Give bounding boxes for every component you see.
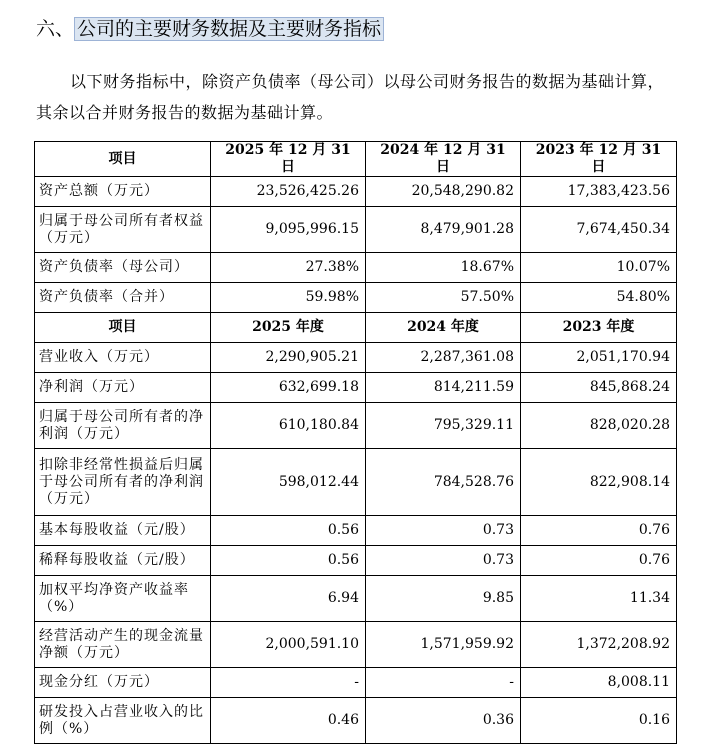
table-row xyxy=(35,283,677,313)
cell-value: 2,000,591.10 xyxy=(211,622,366,668)
row-label: 经营活动产生的现金流量净额（万元） xyxy=(35,622,211,668)
cell-value: 10.07% xyxy=(521,253,677,283)
column-header: 2025 年度 xyxy=(211,313,366,343)
cell-value: 17,383,423.56 xyxy=(521,177,677,207)
row-label: 营业收入（万元） xyxy=(35,343,211,373)
cell-value: 598,012.44 xyxy=(211,449,366,516)
cell-value: 0.16 xyxy=(521,698,677,744)
table-row xyxy=(35,177,677,207)
cell-value: 6.94 xyxy=(211,576,366,622)
cell-value: 0.36 xyxy=(366,698,521,744)
row-label: 归属于母公司所有者权益（万元） xyxy=(35,207,211,253)
row-label: 资产负债率（合并） xyxy=(35,283,211,313)
cell-value: 7,674,450.34 xyxy=(521,207,677,253)
column-header: 2023 年 12 月 31 日 xyxy=(521,142,677,177)
table-row xyxy=(35,546,677,576)
cell-value: 23,526,425.26 xyxy=(211,177,366,207)
cell-value: 2,051,170.94 xyxy=(521,343,677,373)
cell-value: 2,290,905.21 xyxy=(211,343,366,373)
cell-value: 0.56 xyxy=(211,546,366,576)
cell-value: - xyxy=(211,668,366,698)
column-header: 2024 年度 xyxy=(366,313,521,343)
cell-value: 59.98% xyxy=(211,283,366,313)
cell-value: 54.80% xyxy=(521,283,677,313)
cell-value: 57.50% xyxy=(366,283,521,313)
column-header: 2025 年 12 月 31 日 xyxy=(211,142,366,177)
cell-value: 1,571,959.92 xyxy=(366,622,521,668)
row-label: 净利润（万元） xyxy=(35,373,211,403)
cell-value: 0.76 xyxy=(521,546,677,576)
cell-value: 27.38% xyxy=(211,253,366,283)
cell-value: 9.85 xyxy=(366,576,521,622)
cell-value: 814,211.59 xyxy=(366,373,521,403)
cell-value: 784,528.76 xyxy=(366,449,521,516)
cell-value: 8,008.11 xyxy=(521,668,677,698)
cell-value: 632,699.18 xyxy=(211,373,366,403)
intro-paragraph: 以下财务指标中，除资产负债率（母公司）以母公司财务报告的数据为基础计算，其余以合并财务报告的数据为基础计算。 xyxy=(36,72,665,122)
financial-table xyxy=(34,141,677,744)
cell-value: 610,180.84 xyxy=(211,403,366,449)
table-row xyxy=(35,373,677,403)
cell-value: 0.76 xyxy=(521,516,677,546)
row-label: 扣除非经常性损益后归属于母公司所有者的净利润（万元） xyxy=(35,449,211,516)
table-row xyxy=(35,343,677,373)
row-label: 加权平均净资产收益率（%） xyxy=(35,576,211,622)
table-row xyxy=(35,516,677,546)
row-label: 资产负债率（母公司） xyxy=(35,253,211,283)
cell-value: 20,548,290.82 xyxy=(366,177,521,207)
row-label: 研发投入占营业收入的比例（%） xyxy=(35,698,211,744)
cell-value: 18.67% xyxy=(366,253,521,283)
row-label: 现金分红（万元） xyxy=(35,668,211,698)
cell-value: 0.46 xyxy=(211,698,366,744)
table-row xyxy=(35,449,677,516)
cell-value: 0.56 xyxy=(211,516,366,546)
table-row xyxy=(35,668,677,698)
table-row xyxy=(35,253,677,283)
cell-value: 822,908.14 xyxy=(521,449,677,516)
section-heading xyxy=(36,14,384,44)
section-title[interactable]: 公司的主要财务数据及主要财务指标 xyxy=(74,17,384,41)
section-number: 六、 xyxy=(36,18,75,40)
row-label: 资产总额（万元） xyxy=(35,177,211,207)
cell-value: 828,020.28 xyxy=(521,403,677,449)
column-header: 项目 xyxy=(35,313,211,343)
table-row xyxy=(35,622,677,668)
cell-value: 2,287,361.08 xyxy=(366,343,521,373)
cell-value: 9,095,996.15 xyxy=(211,207,366,253)
row-label: 归属于母公司所有者的净利润（万元） xyxy=(35,403,211,449)
cell-value: 1,372,208.92 xyxy=(521,622,677,668)
row-label: 基本每股收益（元/股） xyxy=(35,516,211,546)
cell-value: 8,479,901.28 xyxy=(366,207,521,253)
cell-value: 845,868.24 xyxy=(521,373,677,403)
table-row xyxy=(35,576,677,622)
column-header: 2024 年 12 月 31 日 xyxy=(366,142,521,177)
cell-value: 795,329.11 xyxy=(366,403,521,449)
column-header: 2023 年度 xyxy=(521,313,677,343)
cell-value: 11.34 xyxy=(521,576,677,622)
cell-value: 0.73 xyxy=(366,516,521,546)
table-row xyxy=(35,403,677,449)
table-header-row xyxy=(35,313,677,343)
cell-value: 0.73 xyxy=(366,546,521,576)
row-label: 稀释每股收益（元/股） xyxy=(35,546,211,576)
table-row xyxy=(35,698,677,744)
column-header: 项目 xyxy=(35,142,211,177)
table-header-row xyxy=(35,142,677,177)
cell-value: - xyxy=(366,668,521,698)
table-row xyxy=(35,207,677,253)
